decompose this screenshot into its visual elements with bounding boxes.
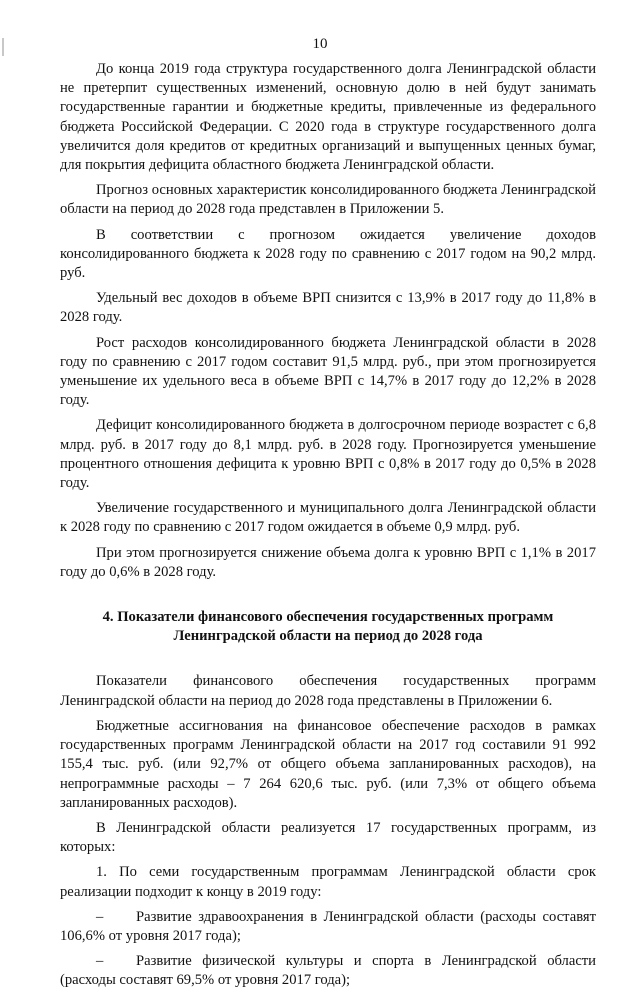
page-number: 10	[312, 36, 328, 52]
paragraph-seven-programs: 1. По семи государственным программам Ленинградской области срок реализации подходит к концу в 2019 году:	[60, 864, 596, 900]
paragraph-appendix6: Показатели финансового обеспечения государственных программ Ленинградской области на период до 2028 года представлены в Приложении 6.	[60, 673, 596, 709]
paragraph-revenue-share: Удельный вес доходов в объеме ВРП снизится с 13,9% в 2017 году до 11,8% в 2028 году.	[60, 290, 596, 326]
paragraph-debt-ratio: При этом прогнозируется снижение объема долга к уровню ВРП с 1,1% в 2017 году до 0,6% в 2028 году.	[60, 544, 596, 580]
dash-marker: –	[96, 908, 104, 925]
list-item	[60, 952, 596, 990]
document-body	[60, 60, 596, 997]
paragraph-debt-increase: Увеличение государственного и муниципального долга Ленинградской области к 2028 году по сравнению с 2017 годом ожидается в объеме 0,9 млрд. руб.	[60, 500, 596, 536]
paragraph-budget-allocations: Бюджетные ассигнования на финансовое обеспечение расходов в рамках государственных программ Ленинградской области на 2017 год составили 91 992 155,4 тыс. руб. (или 92,7% от общего объема запланированных расходов), на непрограммные расходы – 7 264 620,6 тыс. руб. (или 7,3% от общего объема запланированных расходов).	[60, 717, 596, 811]
paragraph-programs-count: В Ленинградской области реализуется 17 государственных программ, из которых:	[60, 819, 596, 856]
paragraph-revenue-growth: В соответствии с прогнозом ожидается увеличение доходов консолидированного бюджета к 2028 году по сравнению с 2017 годом на 90,2 млрд. руб.	[60, 226, 596, 282]
paragraph-deficit: Дефицит консолидированного бюджета в долгосрочном периоде возрастет с 6,8 млрд. руб. в 2017 году до 8,1 млрд. руб. в 2028 году. Прогнозируется уменьшение процентного отношения дефицита к уровню ВРП с 0,8% в 2017 году до 0,5% в 2028 году.	[60, 417, 596, 492]
section-heading-line2: Ленинградской области на период до 2028 года	[173, 628, 483, 645]
paragraph-forecast-appendix5: Прогноз основных характеристик консолидированного бюджета Ленинградской области на период до 2028 года представлен в Приложении 5.	[60, 182, 596, 218]
list-item-text: Развитие физической культуры и спорта в Ленинградской области (расходы составят 69,5% от уровня 2017 года);	[60, 953, 596, 989]
list-item-text: Развитие здравоохранения в Ленинградской области (расходы составят 106,6% от уровня 2017 года);	[60, 908, 596, 944]
paragraph-expenditure-growth: Рост расходов консолидированного бюджета Ленинградской области в 2028 году по сравнению с 2017 годом составит 91,5 млрд. руб., при этом прогнозируется уменьшение их удельного веса в объеме ВРП с 14,7% в 2017 году до 12,2% в 2028 году.	[60, 334, 596, 409]
paragraph-debt-structure: До конца 2019 года структура государственного долга Ленинградской области не претерпит существенных изменений, основную долю в ней будут занимать государственные гарантии и бюджетные кредиты, привлеченные из федерального бюджета Российской Федерации. С 2020 года в структуре государственного долга увеличится доля кредитов от кредитных организаций и выпущенных ценных бумаг, для покрытия дефицита областного бюджета Ленинградской области.	[60, 61, 596, 174]
list-item	[60, 908, 596, 946]
dash-marker: –	[96, 953, 104, 970]
section-heading-line1: 4. Показатели финансового обеспечения государственных программ	[102, 609, 554, 626]
section-heading	[60, 608, 596, 646]
